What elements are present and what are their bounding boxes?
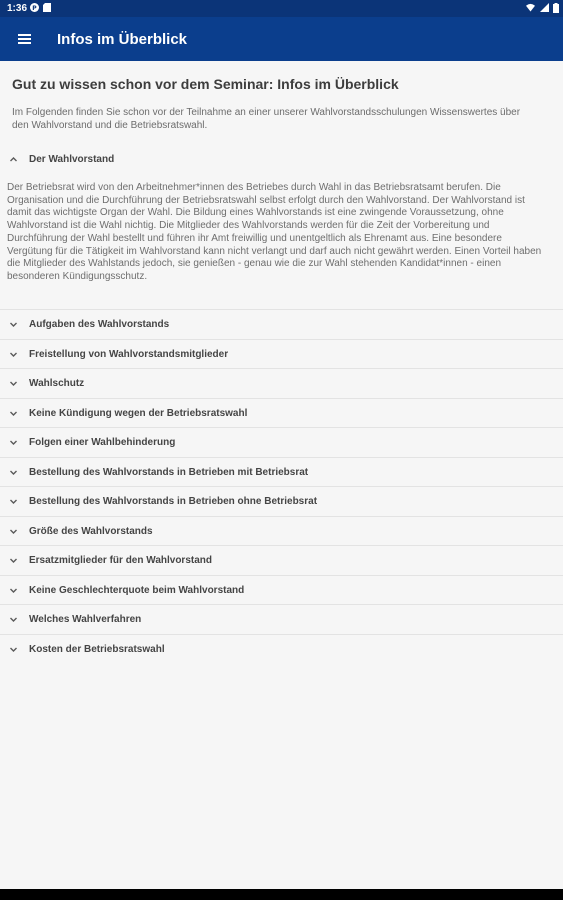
accordion-item[interactable] — [0, 398, 563, 428]
accordion-label: Aufgaben des Wahlvorstands — [29, 319, 170, 330]
accordion-item[interactable] — [0, 604, 563, 634]
accordion-label: Keine Kündigung wegen der Betriebsratswahl — [29, 407, 248, 419]
chevron-down-icon — [9, 379, 18, 388]
chevron-down-icon — [9, 438, 18, 447]
status-bar — [0, 0, 563, 17]
wifi-icon — [526, 3, 535, 12]
status-time: 1:36 — [7, 3, 28, 14]
chevron-down-icon — [9, 556, 18, 565]
chevron-up-icon — [9, 155, 18, 164]
accordion-label: Bestellung des Wahlvorstands in Betrieben ohne Betriebsrat — [29, 496, 318, 507]
svg-text:P: P — [32, 5, 37, 12]
accordion-label: Der Wahlvorstand — [29, 154, 115, 165]
accordion-label: Bestellung des Wahlvorstands in Betrieben mit Betriebsrat — [29, 466, 309, 478]
accordion-item-der-wahlvorstand[interactable] — [0, 149, 563, 171]
chevron-down-icon — [9, 527, 18, 536]
accordion-item[interactable] — [0, 339, 563, 369]
accordion-label: Welches Wahlverfahren — [29, 614, 142, 625]
battery-icon — [551, 3, 560, 12]
chevron-down-icon — [9, 645, 18, 654]
accordion-item[interactable] — [0, 545, 563, 575]
chevron-down-icon — [9, 586, 18, 595]
accordion-item[interactable] — [0, 516, 563, 546]
signal-icon — [540, 3, 549, 12]
chevron-down-icon — [9, 615, 18, 624]
chevron-down-icon — [9, 468, 18, 477]
accordion-list — [0, 309, 563, 663]
accordion-item[interactable] — [0, 309, 563, 339]
accordion-item[interactable] — [0, 486, 563, 516]
page-heading: Gut zu wissen schon vor dem Seminar: Infos im Überblick — [12, 76, 399, 92]
accordion-item[interactable] — [0, 427, 563, 457]
intro-text: Im Folgenden finden Sie schon vor der Teilnahme an einer unserer Wahlvorstandsschulungen Wissenswertes über den Wahlvorstand und die Betriebsratswahl. — [12, 107, 521, 131]
accordion-item[interactable] — [0, 368, 563, 398]
chevron-down-icon — [9, 409, 18, 418]
accordion-label: Folgen einer Wahlbehinderung — [29, 437, 176, 448]
app-bar — [0, 17, 563, 61]
chevron-down-icon — [9, 320, 18, 329]
accordion-label: Ersatzmitglieder für den Wahlvorstand — [29, 555, 212, 566]
app-title: Infos im Überblick — [57, 31, 188, 48]
chevron-down-icon — [9, 350, 18, 359]
hamburger-menu-icon[interactable] — [14, 29, 38, 49]
accordion-item[interactable] — [0, 634, 563, 664]
accordion-label: Kosten der Betriebsratswahl — [29, 643, 165, 655]
accordion-item[interactable] — [0, 575, 563, 605]
accordion-item[interactable] — [0, 457, 563, 487]
accordion-label: Größe des Wahlvorstands — [29, 525, 153, 537]
accordion-label: Wahlschutz — [29, 378, 85, 389]
sd-card-icon — [42, 3, 51, 12]
notification-icon — [30, 3, 39, 12]
accordion-label: Freistellung von Wahlvorstandsmitglieder — [29, 348, 229, 360]
accordion-label: Keine Geschlechterquote beim Wahlvorstand — [29, 584, 245, 596]
chevron-down-icon — [9, 497, 18, 506]
navigation-bar — [0, 889, 563, 900]
accordion-body-text: Der Betriebsrat wird von den Arbeitnehmer*innen des Betriebes durch Wahl in das Betriebsratsamt berufen. Die Organisation und die Durchführung der Betriebsratswahl selbst erfolgt durch den Wahlvorstand. Der Wahlvorstand ist damit das wichtigste Organ der Wahl. Die Bildung eines Wahlvorstands ist eine zwingende Voraussetzung, ohne Wahlvorstand ist die Wahl nichtig. Die Mitglieder des Wahlvorstands werden für die Zeit der Vorbereitung und Durchführung der Wahl bestellt und führen ihr Amt freiwillig und unentgeltlich als Ehrenamt aus. Eine besondere Vergütung für die Tätigkeit im Wahlvorstand kann nicht verlangt und darf auch nicht gewährt werden. Einen Vorteil haben die Mitglieder des Wahlstands jedoch, sie genießen - genau wie die zur Wahl stehenden Kandidat*innen - einen besonderen Kündigungsschutz. — [7, 182, 542, 282]
